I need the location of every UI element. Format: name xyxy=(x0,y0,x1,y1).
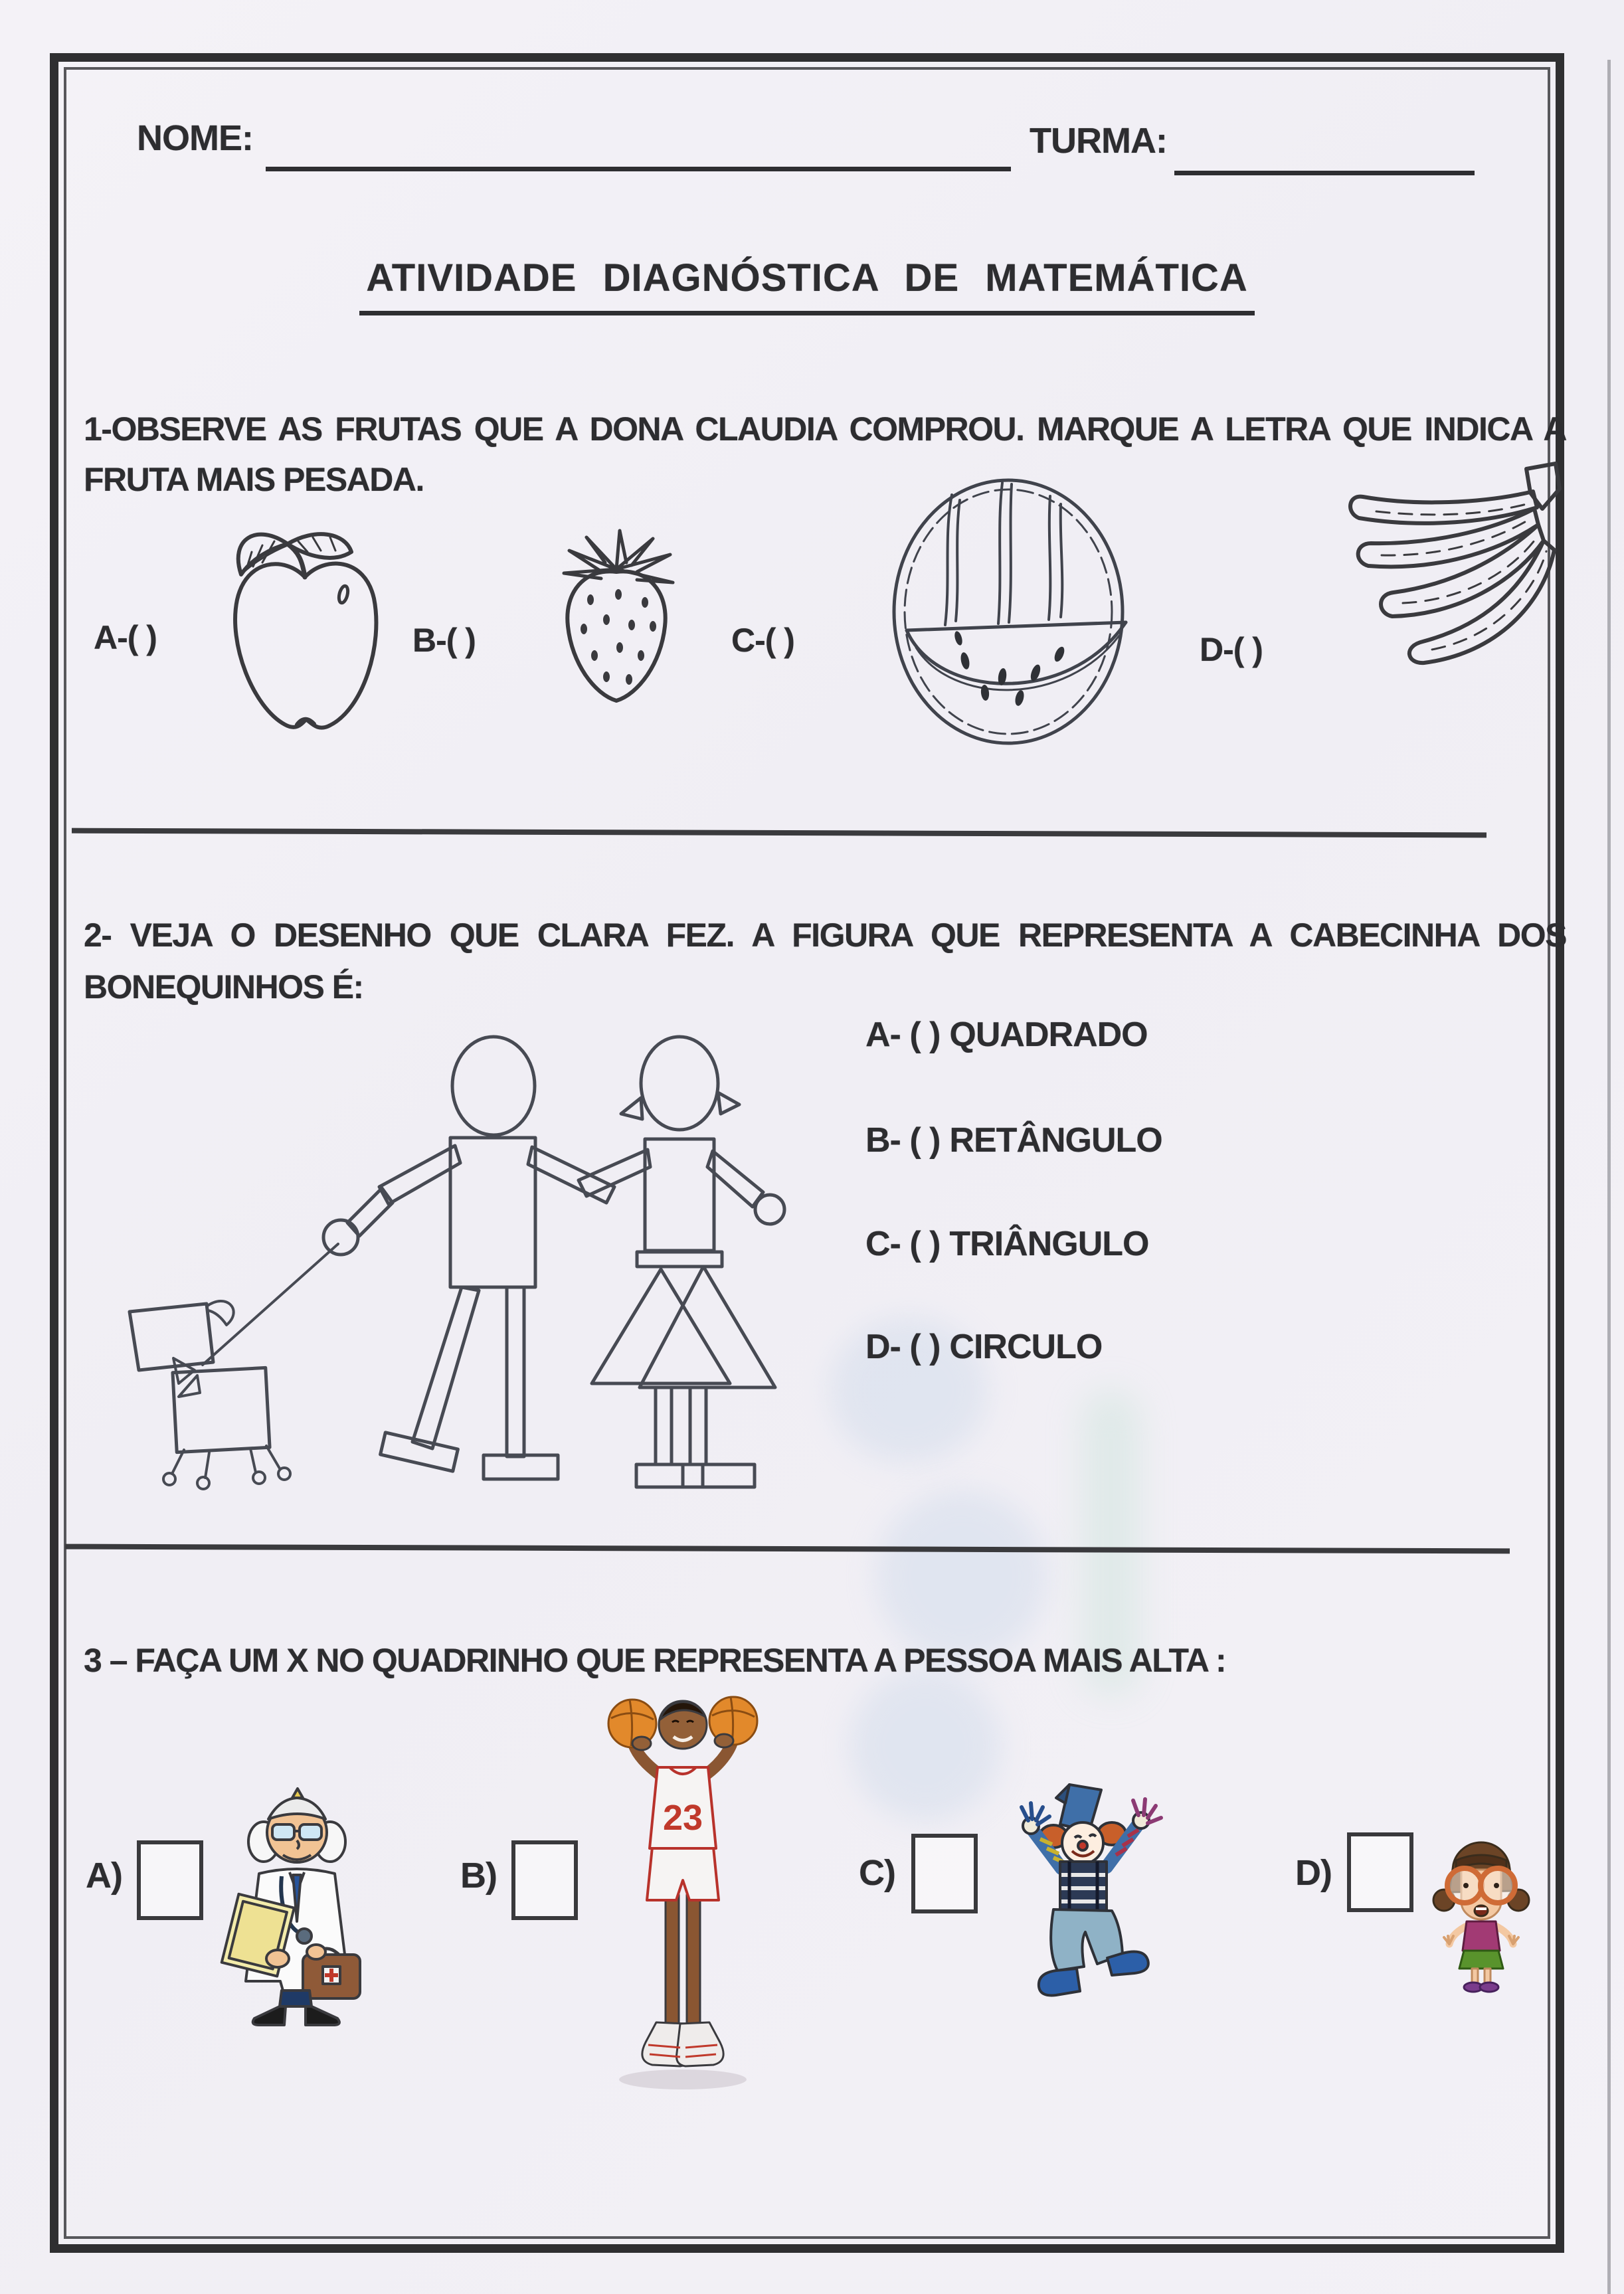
q3-option-b-checkbox[interactable] xyxy=(511,1840,578,1920)
name-field-line[interactable] xyxy=(266,167,1011,171)
q1-option-b-label[interactable]: B-( ) xyxy=(412,622,476,659)
class-field-line[interactable] xyxy=(1174,171,1475,175)
apple-sketch-icon xyxy=(213,513,397,752)
q1-option-d-label[interactable]: D-( ) xyxy=(1200,631,1263,668)
clown-figure xyxy=(990,1774,1182,2014)
girl-with-glasses-figure xyxy=(1431,1799,1532,1993)
q3-option-c-label: C) xyxy=(859,1853,895,1893)
q3-option-d-label: D) xyxy=(1295,1853,1332,1893)
q3-option-d-checkbox[interactable] xyxy=(1347,1832,1413,1912)
q2-option-d[interactable] xyxy=(865,1327,1102,1367)
q2-option-b-label[interactable]: B- ( ) xyxy=(865,1121,941,1160)
q3-option-b-label: B) xyxy=(460,1856,497,1896)
basketball-player-figure xyxy=(603,1681,763,2094)
q2-option-a[interactable] xyxy=(865,1015,1148,1055)
q2-option-b-text: RETÂNGULO xyxy=(949,1121,1162,1160)
q3-option-a-checkbox[interactable] xyxy=(137,1840,203,1920)
doctor-figure xyxy=(213,1783,380,2028)
q2-option-a-label[interactable]: A- ( ) xyxy=(865,1015,941,1054)
section-divider xyxy=(72,828,1487,838)
worksheet-frame xyxy=(50,53,1564,2253)
q2-option-c-label[interactable]: C- ( ) xyxy=(865,1225,941,1263)
q2-option-b[interactable] xyxy=(865,1120,1162,1160)
class-label: TURMA: xyxy=(1030,121,1167,161)
watermelon-sketch-icon xyxy=(872,474,1158,752)
q2-option-d-label[interactable]: D- ( ) xyxy=(865,1328,941,1366)
q3-text: 3 – FAÇA UM X NO QUADRINHO QUE REPRESENTA A PESSOA MAIS ALTA : xyxy=(84,1642,1226,1679)
scan-edge-line xyxy=(1607,60,1611,2294)
q2-option-a-text: QUADRADO xyxy=(949,1015,1148,1054)
q3-option-c-checkbox[interactable] xyxy=(911,1834,978,1913)
page-title: ATIVIDADE DIAGNÓSTICA DE MATEMÁTICA xyxy=(359,256,1255,315)
q2-option-c[interactable] xyxy=(865,1224,1149,1264)
shape-children-drawing xyxy=(95,1025,799,1496)
title-row xyxy=(58,256,1556,315)
jersey-number: 23 xyxy=(662,1798,703,1838)
name-label: NOME: xyxy=(137,118,253,158)
q2-text-line2: BONEQUINHOS É: xyxy=(84,968,363,1006)
watermark-blob xyxy=(849,1669,1002,1822)
q1-text-line1: 1-OBSERVE AS FRUTAS QUE A DONA CLAUDIA COMPROU. MARQUE A LETRA QUE INDICA A xyxy=(84,410,1566,448)
q1-text-line2: FRUTA MAIS PESADA. xyxy=(84,461,424,498)
bananas-sketch-icon xyxy=(1323,450,1569,669)
strawberry-sketch-icon xyxy=(540,525,693,719)
q2-text-line1: 2- VEJA O DESENHO QUE CLARA FEZ. A FIGURA QUE REPRESENTA A CABECINHA DOS xyxy=(84,917,1566,954)
q1-option-c-label[interactable]: C-( ) xyxy=(731,622,794,659)
q1-option-a-label[interactable]: A-( ) xyxy=(94,619,157,656)
q3-option-a-label: A) xyxy=(86,1856,122,1896)
q2-option-d-text: CIRCULO xyxy=(949,1328,1103,1366)
section-divider xyxy=(65,1544,1510,1554)
q2-option-c-text: TRIÂNGULO xyxy=(949,1225,1149,1263)
